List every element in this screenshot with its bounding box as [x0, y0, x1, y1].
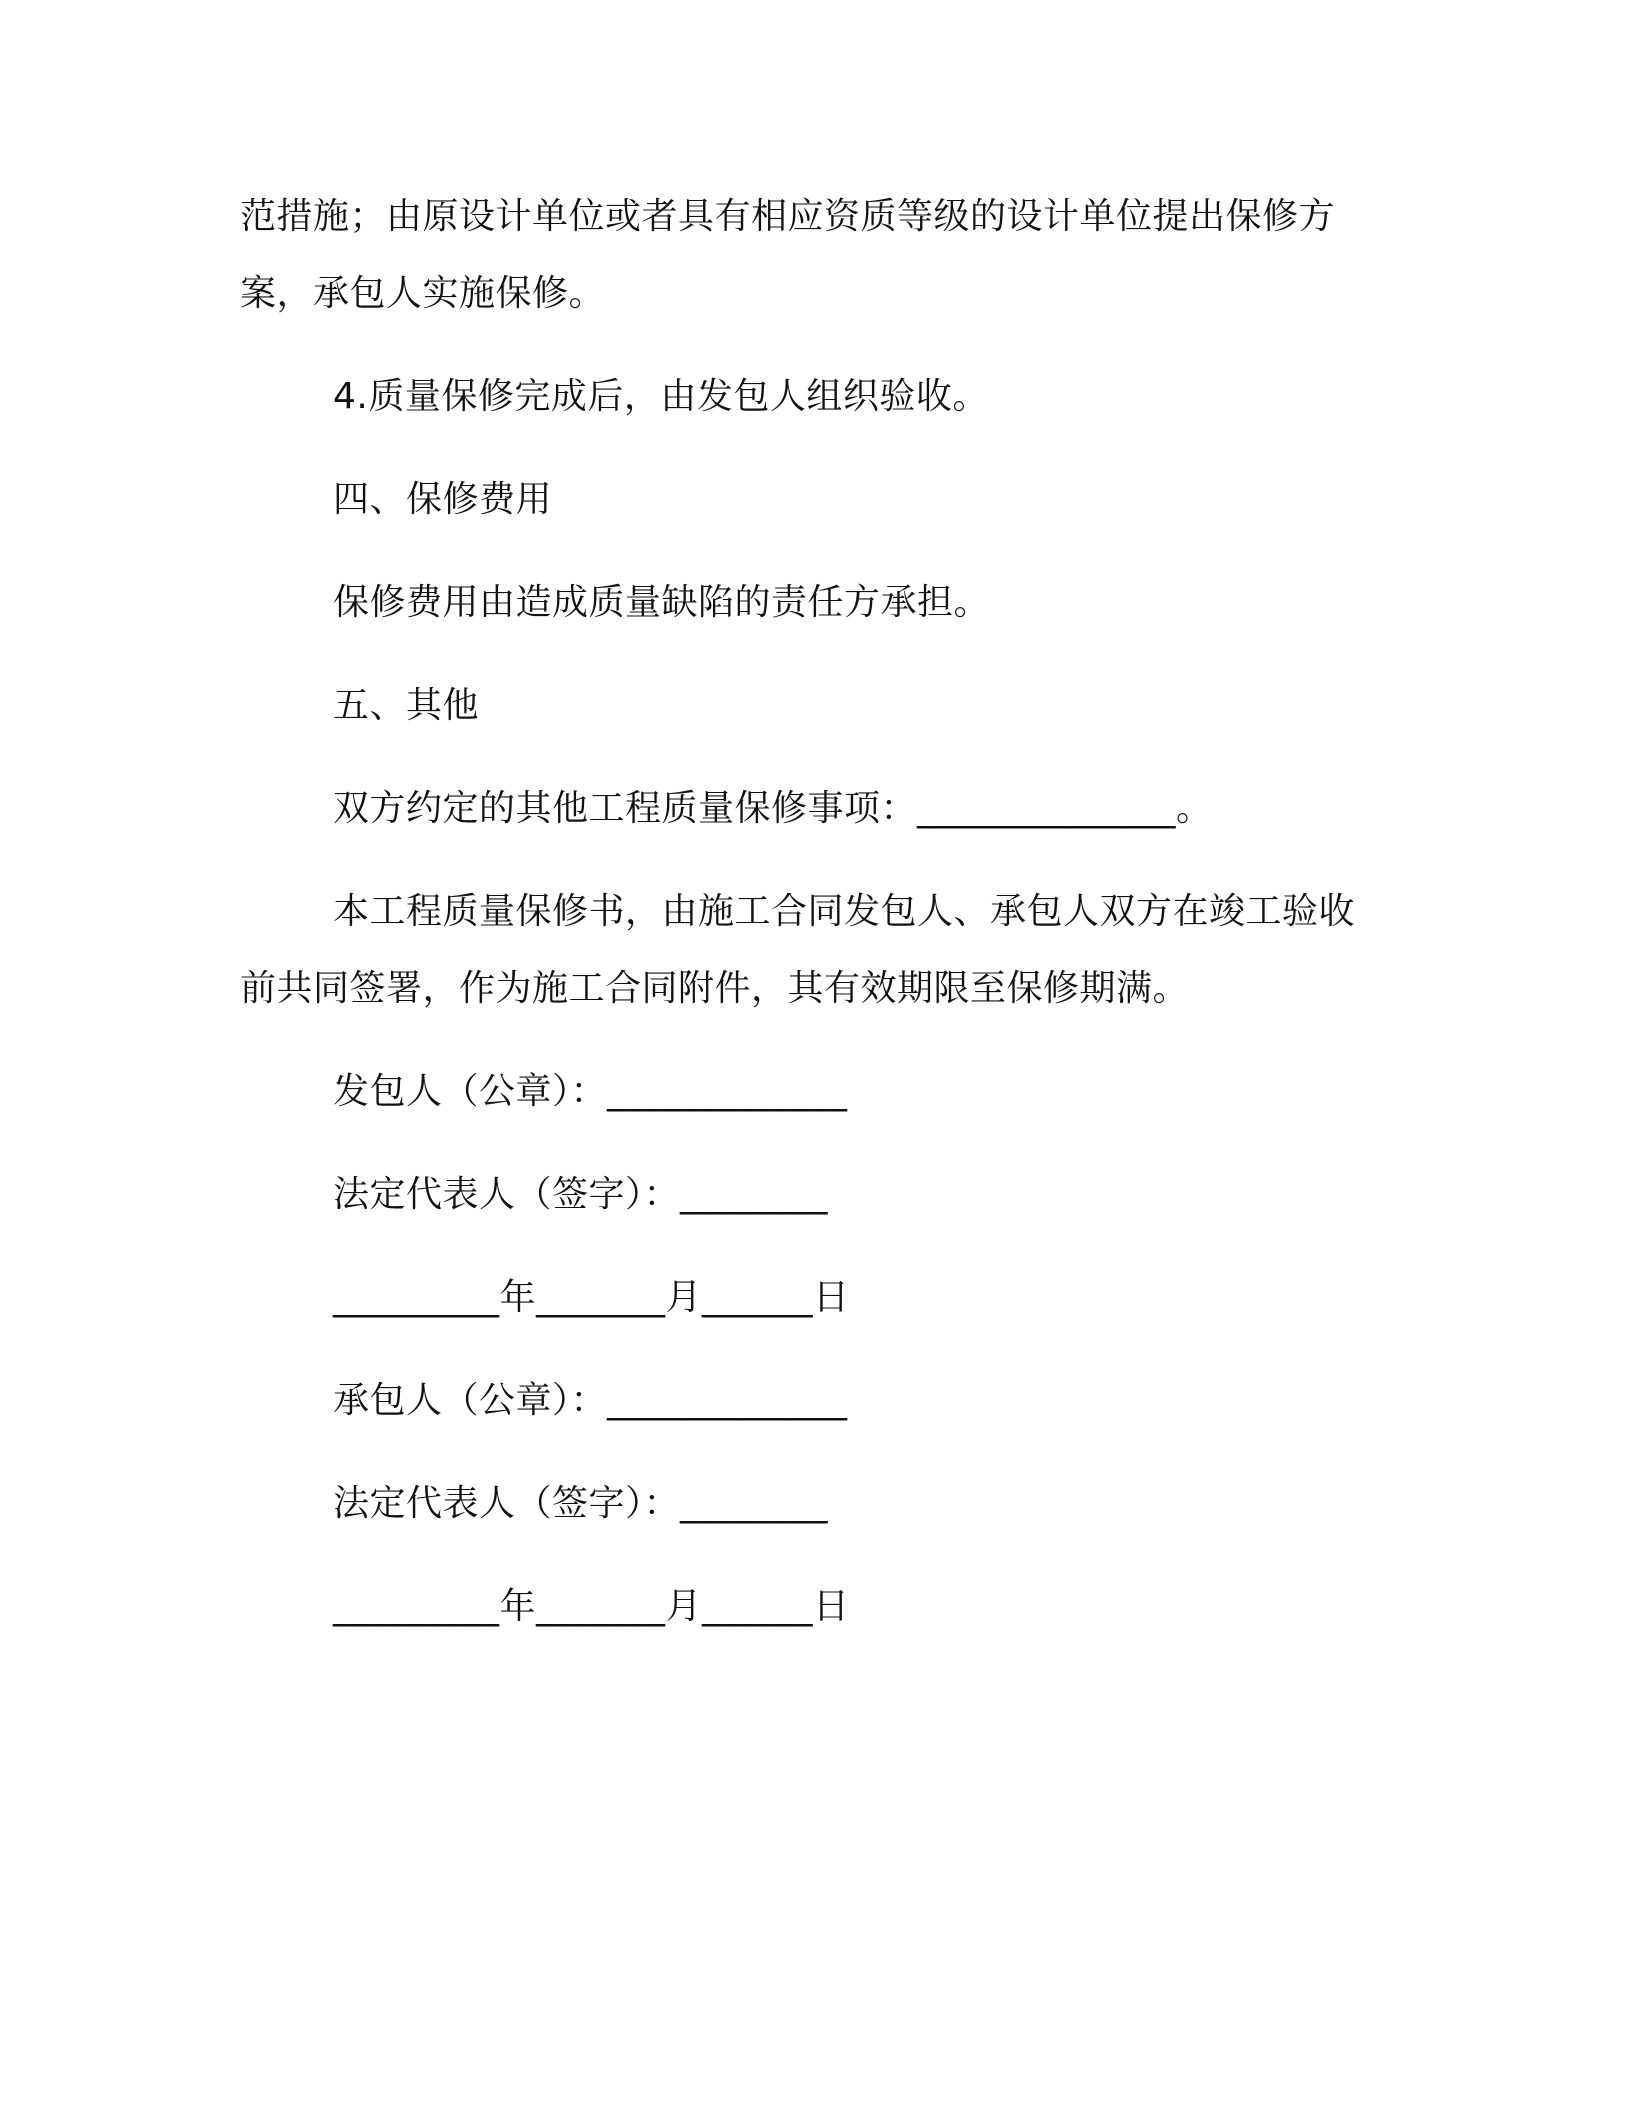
paragraph-line-2: 案，承包人实施保修。 [240, 273, 606, 314]
section-heading-4: 四、保修费用 [333, 479, 553, 520]
clause-4: 4.质量保修完成后，由发包人组织验收。 [333, 376, 989, 417]
employer-seal-field: 发包人（公章）：_____________ [333, 1071, 848, 1112]
employer-date-field: _________年_______月______日 [333, 1277, 850, 1318]
paragraph-line-1: 范措施；由原设计单位或者具有相应资质等级的设计单位提出保修方 [240, 196, 1336, 237]
contractor-date-field: _________年_______月______日 [333, 1586, 850, 1627]
section-heading-5: 五、其他 [333, 685, 480, 726]
other-matters-field: 双方约定的其他工程质量保修事项：______________。 [333, 788, 1213, 829]
employer-representative-field: 法定代表人（签字）：________ [333, 1174, 829, 1215]
contractor-representative-field: 法定代表人（签字）：________ [333, 1483, 829, 1524]
validity-paragraph-line-2: 前共同签署，作为施工合同附件，其有效期限至保修期满。 [240, 968, 1190, 1009]
contractor-seal-field: 承包人（公章）：_____________ [333, 1380, 848, 1421]
section-4-text: 保修费用由造成质量缺陷的责任方承担。 [333, 582, 991, 623]
validity-paragraph-line-1: 本工程质量保修书，由施工合同发包人、承包人双方在竣工验收 [333, 891, 1356, 932]
